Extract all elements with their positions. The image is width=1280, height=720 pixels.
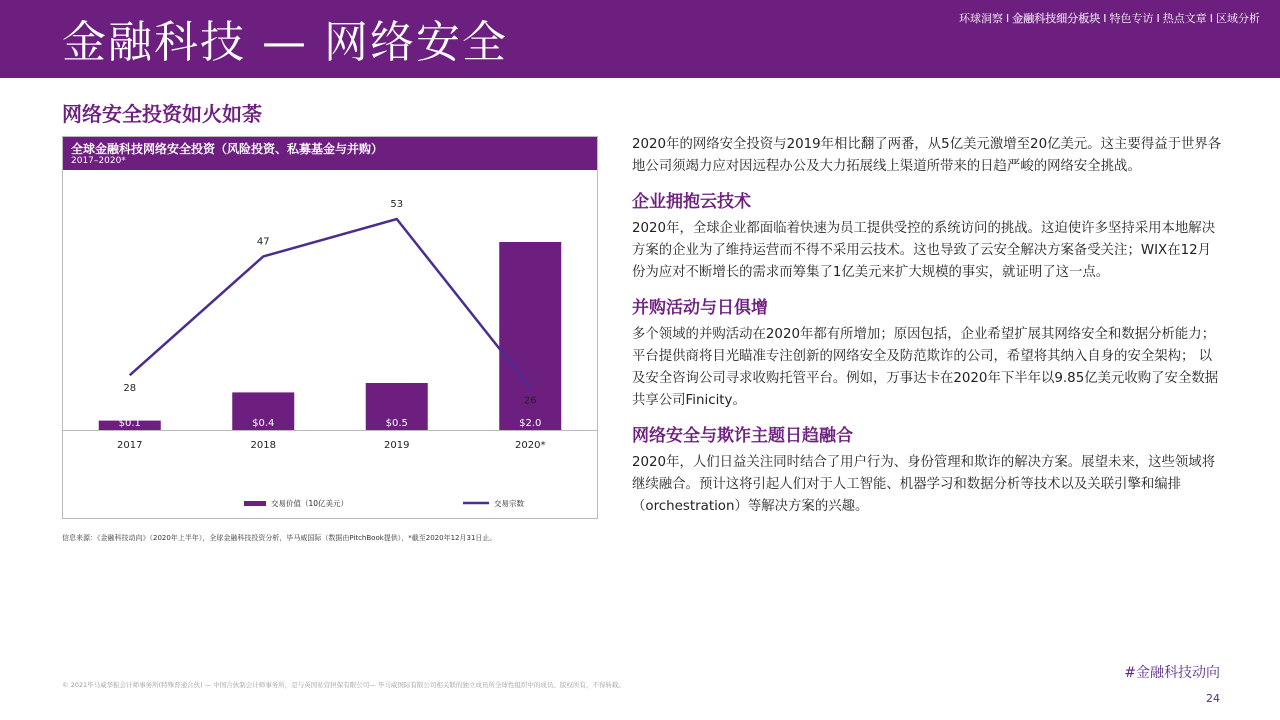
line-value-label: 47 bbox=[256, 236, 270, 248]
bar-value-label: $0.4 bbox=[252, 418, 275, 429]
line-value-label: 28 bbox=[123, 383, 137, 395]
nav-separator: I bbox=[1156, 12, 1160, 25]
nav-item-interviews[interactable]: 特色专访 bbox=[1109, 12, 1154, 25]
chart-subtitle: 2017–2020* bbox=[71, 156, 126, 166]
heading-fraud-convergence: 网络安全与欺诈主题日趋融合 bbox=[632, 426, 853, 446]
bar-value-label: $2.0 bbox=[519, 418, 542, 429]
heading-mna: 并购活动与日俱增 bbox=[632, 298, 768, 318]
legend-label-bar: 交易价值（10亿美元） bbox=[271, 499, 349, 508]
legend-swatch-bar bbox=[244, 501, 266, 506]
legend-label-line: 交易宗数 bbox=[494, 499, 524, 508]
heading-cloud: 企业拥抱云技术 bbox=[632, 192, 751, 212]
x-tick-label: 2020* bbox=[515, 440, 546, 451]
nav-item-global-insights[interactable]: 环球洞察 bbox=[959, 12, 1003, 25]
line-value-label: 53 bbox=[390, 199, 404, 210]
nav-item-fintech-sectors[interactable]: 金融科技细分板块 bbox=[1012, 12, 1101, 25]
footer-copyright: © 2021毕马威华振会计师事务所(特殊普通合伙) — 中国合伙制会计师事务所，是与英国私营担保有限公司— 毕马威国际有限公司相关联的独立成员所全球性组织中的成员。版权所有，不得转载。 bbox=[62, 681, 625, 689]
paragraph-fraud-convergence: 2020年，人们日益关注同时结合了用户行为、身份管理和欺诈的解决方案。展望未来，这些领域将继续融合。预计这将引起人们对于人工智能、机器学习和数据分析等技术以及关联引擎和编排（orchestration）等解决方案的兴趣。 bbox=[632, 455, 1216, 514]
source-note: 信息来源：《金融科技动向》（2020年上半年），全球金融科技投资分析，毕马威国际（数据由PitchBook提供），*截至2020年12月31日止。 bbox=[62, 534, 497, 542]
nav-separator: I bbox=[1006, 12, 1010, 25]
nav-item-regional-analysis[interactable]: 区域分析 bbox=[1216, 12, 1260, 25]
top-nav bbox=[959, 10, 1260, 26]
intro-paragraph: 2020年的网络安全投资与2019年相比翻了两番，从5亿美元激增至20亿美元。这主要得益于世界各地公司须竭力应对因远程办公及大力拓展线上渠道所带来的日趋严峻的网络安全挑战。 bbox=[632, 137, 1222, 174]
page-title: 金融科技 — 网络安全 bbox=[62, 17, 508, 68]
chart-panel bbox=[62, 136, 598, 519]
chart-header bbox=[63, 137, 597, 170]
article-text bbox=[632, 134, 1224, 518]
nav-item-hot-articles[interactable]: 热点文章 bbox=[1162, 12, 1207, 25]
bar-value-label: $0.5 bbox=[385, 418, 408, 429]
header-bar bbox=[0, 0, 1280, 78]
section-title: 网络安全投资如火如荼 bbox=[62, 102, 262, 126]
bar-value-label: $0.1 bbox=[118, 418, 141, 429]
page-number: 24 bbox=[1206, 692, 1220, 705]
chart-title: 全球金融科技网络安全投资（风险投资、私募基金与并购） bbox=[71, 142, 384, 156]
paragraph-cloud: 2020年，全球企业都面临着快速为员工提供受控的系统访问的挑战。这迫使许多坚持采用本地解决方案的企业为了维持运营而不得不采用云技术。这也导致了云安全解决方案备受关注；WIX在12月份为应对不断增长的需求而筹集了1亿美元来扩大规模的事实，就证明了这一点。 bbox=[632, 221, 1216, 280]
investment-chart bbox=[63, 170, 597, 518]
x-tick-label: 2017 bbox=[117, 440, 143, 451]
footer-hashtag[interactable]: #金融科技动向 bbox=[1124, 665, 1220, 681]
deal-count-line bbox=[130, 219, 531, 388]
x-tick-label: 2018 bbox=[250, 440, 276, 451]
x-tick-label: 2019 bbox=[384, 440, 410, 451]
paragraph-mna: 多个领域的并购活动在2020年都有所增加；原因包括，企业希望扩展其网络安全和数据分析能力；平台提供商将目光瞄准专注创新的网络安全及防范欺诈的公司，希望将其纳入自身的安全架构； 以及安全咨询公司寻求收购托管平台。例如，万事达卡在2020年下半年以9.85亿美元收购了安全数据共享公司Finicity。 bbox=[632, 327, 1219, 408]
line-value-label: 26 bbox=[523, 395, 537, 407]
nav-separator: I bbox=[1209, 12, 1213, 25]
nav-separator: I bbox=[1103, 12, 1107, 25]
